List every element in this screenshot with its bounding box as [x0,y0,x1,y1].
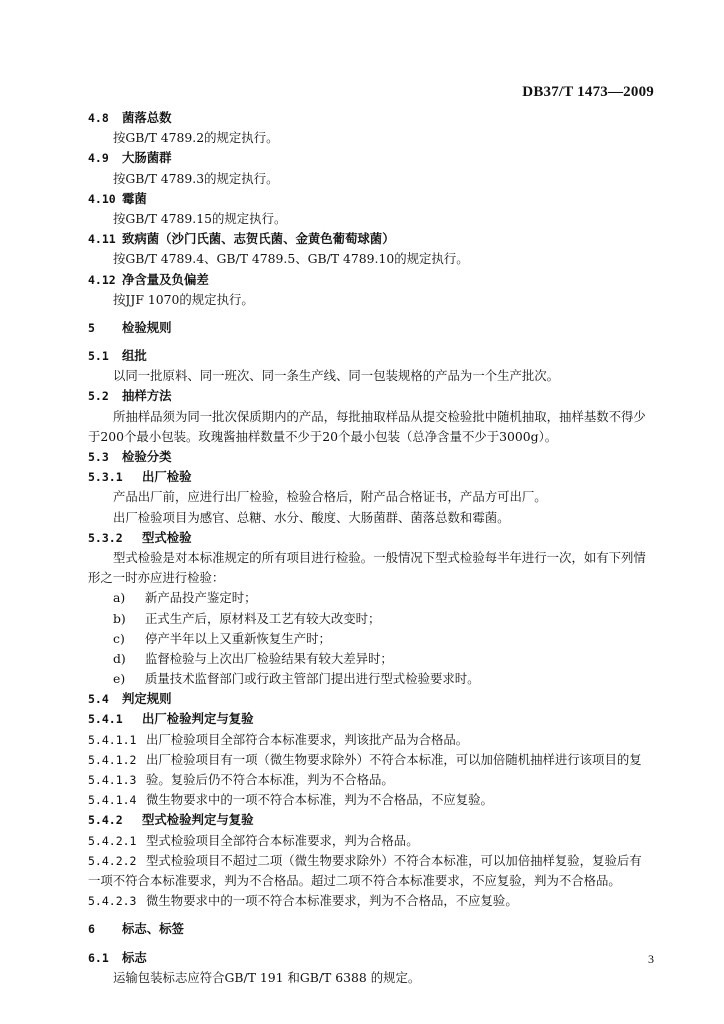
section-number: 5.2 [88,389,109,404]
section-heading [88,467,656,487]
body-text: 按GB/T 4789.4、GB/T 4789.5、GB/T 4789.10的规定执行。 [113,251,469,267]
section-heading [88,919,656,939]
section-number: 4.12 [88,272,116,287]
body-text: 产品出厂前，应进行出厂检验，检验合格后，附产品合格证书，产品方可出厂。 [113,489,547,505]
section-heading [88,810,656,830]
list-item-text: 停产半年以上又重新恢复生产时； [145,630,331,646]
section-heading [88,386,656,406]
body-text-continuation: 于200个最小包装。玫瑰酱抽样数量不少于20个最小包装（总净含量不少于3000g）。 [88,428,558,444]
list-item-label: a) [113,590,126,606]
paragraph-number: 5.4.2.2 [88,853,137,868]
section-heading [88,948,656,968]
section-title: 霉菌 [122,190,147,206]
body-text: 出厂检验项目为感官、总糖、水分、酸度、大肠菌群、菌落总数和霉菌。 [113,509,510,525]
page-number: 3 [648,952,654,966]
list-item [88,669,656,689]
list-item-label: c) [113,630,125,646]
body-text: 运输包装标志应符合GB/T 191 和GB/T 6388 的规定。 [113,969,421,985]
paragraph-number: 5.4.1.4 [88,793,137,808]
paragraph-text: 出厂检验项目有一项（微生物要求除外）不符合本标准，可以加倍随机抽样进行该项目的复 [146,751,642,767]
section-heading [88,270,656,290]
section-heading [88,447,656,467]
paragraph-number: 5.4.2.1 [88,833,137,848]
section-title: 出厂检验 [142,469,192,485]
paragraph-text: 验。复验后仍不符合本标准，判为不合格品。 [146,772,394,787]
body-text: 按JJF 1070的规定执行。 [113,291,254,307]
body-text-continuation: 形之一时亦应进行检验： [88,570,225,586]
numbered-paragraph [88,831,656,851]
section-title: 大肠菌群 [122,150,172,166]
section-title: 菌落总数 [122,110,172,125]
section-number: 4.11 [88,232,116,247]
section-title: 型式检验 [142,529,192,545]
section-title: 致病菌（沙门氏菌、志贺氏菌、金黄色葡萄球菌） [122,231,395,247]
paragraph-number: 5.4.2.3 [88,894,137,909]
section-title: 检验规则 [122,319,172,335]
section-title: 抽样方法 [122,388,172,404]
section-title: 出厂检验判定与复验 [142,711,254,727]
section-number: 5.4.1 [88,712,123,727]
section-heading [88,189,656,209]
section-heading [88,689,656,709]
section-number: 5.1 [88,349,109,364]
body-text-continuation: 一项不符合本标准要求，判为不合格品。超过二项不符合本标准要求，不应复验，判为不合格品。 [88,872,621,888]
body-text: 所抽样品须为同一批次保质期内的产品，每批抽取样品从提交检验批中随机抽取，抽样基数不得少 [113,408,646,424]
paragraph-number: 5.4.1.2 [88,752,137,767]
section-number: 5.4 [88,692,109,707]
document-code: DB37/T 1473—2009 [522,84,654,100]
section-title: 型式检验判定与复验 [142,812,254,828]
section-number: 5.3 [88,450,109,464]
section-number: 5.3.1 [88,470,123,485]
section-number: 4.8 [88,111,109,125]
numbered-paragraph [88,730,656,750]
list-item-label: e) [113,671,126,687]
section-number: 5.3.2 [88,530,123,545]
section-number: 5.4.2 [88,813,123,828]
list-item [88,588,656,608]
paragraph-text: 微生物要求中的一项不符合本标准，判为不合格品，不应复验。 [146,792,493,808]
body-text: 按GB/T 4789.3的规定执行。 [113,170,279,186]
numbered-paragraph [88,851,656,871]
section-heading [88,108,656,128]
section-heading [88,709,656,729]
body-text: 以同一批原料、同一班次、同一条生产线、同一包装规格的产品为一个生产批次。 [113,368,560,384]
paragraph-text: 出厂检验项目全部符合本标准要求，判该批产品为合格品。 [146,731,469,747]
section-number: 6 [88,922,95,937]
list-item-text: 质量技术监督部门或行政主管部门提出进行型式检验要求时。 [145,671,480,687]
section-heading [88,528,656,548]
section-title: 标志、标签 [122,921,184,937]
section-title: 组批 [122,348,147,364]
section-title: 判定规则 [122,691,172,707]
section-number: 6.1 [88,950,109,965]
section-title: 检验分类 [122,449,172,464]
list-item-text: 正式生产后，原材料及工艺有较大改变时； [145,610,381,626]
list-item-text: 监督检验与上次出厂检验结果有较大差异时； [145,650,393,666]
section-title: 净含量及负偏差 [122,271,209,287]
section-heading [88,346,656,366]
list-item [88,609,656,629]
paragraph-number: 5.4.1.3 [88,773,137,787]
list-item-text: 新产品投产鉴定时； [145,590,257,606]
section-heading [88,148,656,168]
section-number: 4.10 [88,191,116,206]
numbered-paragraph [88,790,656,810]
body-text: 按GB/T 4789.2的规定执行。 [113,130,279,146]
paragraph-text: 微生物要求中的一项不符合本标准要求，判为不合格品，不应复验。 [146,893,518,909]
paragraph-text: 型式检验项目全部符合本标准要求，判为合格品。 [146,832,419,848]
paragraph-number: 5.4.1.1 [88,732,137,747]
section-number: 4.9 [88,151,109,166]
paragraph-text: 型式检验项目不超过二项（微生物要求除外）不符合本标准，可以加倍抽样复验，复验后有 [146,852,642,868]
list-item-label: b) [113,610,126,626]
list-item [88,629,656,649]
list-item [88,649,656,669]
section-heading [88,229,656,249]
numbered-paragraph [88,750,656,770]
body-text: 按GB/T 4789.15的规定执行。 [113,210,287,226]
numbered-paragraph [88,770,656,790]
section-title: 标志 [122,949,147,965]
section-heading [88,318,656,338]
body-text: 型式检验是对本标准规定的所有项目进行检验。一般情况下型式检验每半年进行一次，如有下列情 [113,549,646,565]
list-item-label: d) [113,650,126,666]
section-number: 5 [88,320,95,335]
document-body [88,108,656,988]
numbered-paragraph [88,891,656,911]
